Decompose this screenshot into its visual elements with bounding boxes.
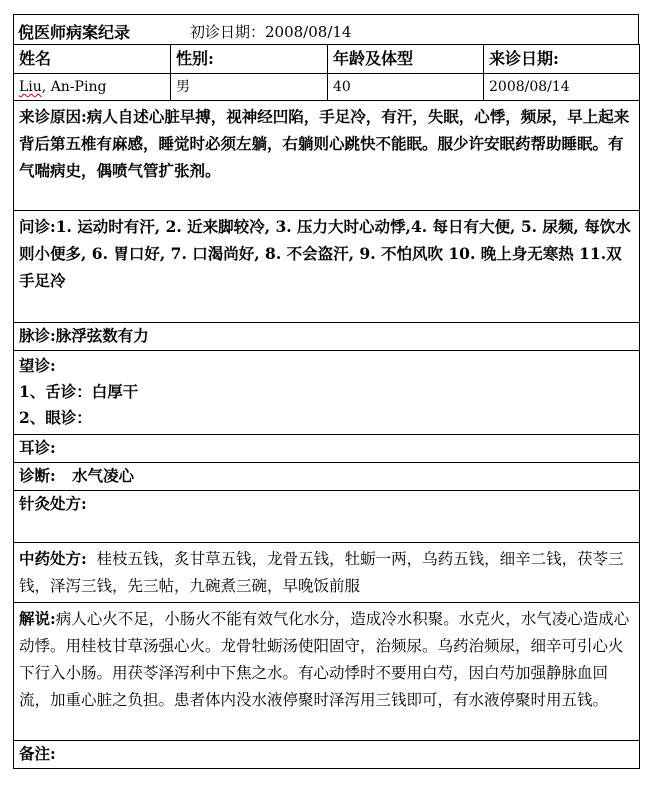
explanation-row bbox=[14, 603, 640, 741]
info-value-row bbox=[14, 74, 640, 101]
inspection-label: 望诊: bbox=[19, 356, 56, 375]
explanation-label: 解说: bbox=[19, 609, 56, 628]
eye-diagnosis: 2、眼诊： bbox=[19, 408, 92, 427]
diagnosis-cell bbox=[14, 463, 640, 491]
gender-label: 性别: bbox=[171, 45, 328, 74]
notes-row bbox=[14, 741, 640, 769]
visit-date-label: 来诊日期: bbox=[484, 45, 640, 74]
diagnosis-row bbox=[14, 463, 640, 491]
age-label: 年龄及体型 bbox=[328, 45, 484, 74]
pulse-row bbox=[14, 323, 640, 351]
patient-name bbox=[14, 74, 171, 101]
pulse-label: 脉诊: bbox=[19, 326, 56, 345]
visit-date-value: 2008/08/14 bbox=[484, 74, 640, 101]
diagnosis-text: 水气凌心 bbox=[71, 466, 134, 485]
ear-row bbox=[14, 435, 640, 463]
ear-cell bbox=[14, 435, 640, 463]
herbs-text: 桂枝五钱，炙甘草五钱，龙骨五钱，牡蛎一两，乌药五钱，细辛二钱，茯苓三钱，泽泻三钱，先三帖，九碗煮三碗，早晚饭前服 bbox=[19, 550, 624, 595]
reason-label: 来诊原因: bbox=[19, 107, 87, 126]
pulse-cell bbox=[14, 323, 640, 351]
acupuncture-row bbox=[14, 491, 640, 543]
reason-text: 病人自述心脏早搏，视神经凹陷，手足冷，有汗，失眠，心悸，频尿，早上起来背后第五椎有麻感，睡觉时必须左躺，右躺则心跳快不能眠。服少许安眠药帮助睡眠。有气喘病史，偶喷气管扩张剂。 bbox=[19, 107, 630, 180]
inquiry-row bbox=[14, 211, 640, 323]
name-family: Liu bbox=[19, 79, 42, 95]
first-visit-date: 初诊日期：2008/08/14 bbox=[190, 23, 352, 41]
explanation-cell bbox=[14, 603, 640, 741]
reason-cell bbox=[14, 101, 640, 211]
medical-record bbox=[13, 14, 639, 769]
inquiry-cell bbox=[14, 211, 640, 323]
name-label: 姓名 bbox=[14, 45, 171, 74]
inspection-row bbox=[14, 351, 640, 435]
inquiry-label: 问诊: bbox=[19, 217, 56, 236]
herbs-cell bbox=[14, 543, 640, 603]
inspection-cell bbox=[14, 351, 640, 435]
gender-value: 男 bbox=[171, 74, 328, 101]
tongue-diagnosis: 1、舌诊：白厚干 bbox=[19, 382, 139, 401]
name-rest: , An-Ping bbox=[41, 79, 107, 95]
record-table bbox=[13, 44, 640, 769]
herbs-label: 中药处方: bbox=[19, 549, 87, 568]
acupuncture-label: 针灸处方: bbox=[19, 494, 87, 513]
notes-cell bbox=[14, 741, 640, 769]
herbs-row bbox=[14, 543, 640, 603]
inquiry-text: 1. 运动时有汗, 2. 近来脚较冷, 3. 压力大时心动悸,4. 每日有大便, 5. 尿频, 每饮水则小便多, 6. 胃口好, 7. 口渴尚好, 8. 不会盗汗, 9. 不怕风吹 10. 晚上身无寒热 11.双手足冷 bbox=[19, 217, 631, 290]
explanation-text: 病人心火不足，小肠火不能有效气化水分，造成冷水积聚。水克火，水气凌心造成心动悸。用桂枝甘草汤强心火。龙骨牡蛎汤使阳固守，治频尿。乌药治频尿，细辛可引心火下行入小肠。用茯苓泽泻利中下焦之水。有心动悸时不要用白芍，因白芍加强静脉血回流，加重心脏之负担。患者体内没水液停聚时泽泻用三钱即可，有水液停聚时用五钱。 bbox=[19, 610, 630, 709]
notes-label: 备注: bbox=[19, 744, 56, 763]
acupuncture-cell bbox=[14, 491, 640, 543]
diagnosis-label: 诊断: bbox=[19, 466, 56, 485]
pulse-text: 脉浮弦数有力 bbox=[55, 326, 149, 345]
age-value: 40 bbox=[328, 74, 484, 101]
info-header-row bbox=[14, 45, 640, 74]
reason-row bbox=[14, 101, 640, 211]
ear-label: 耳诊: bbox=[19, 438, 56, 457]
title-row bbox=[13, 14, 639, 44]
document-title: 倪医师病案纪录 bbox=[18, 23, 131, 42]
